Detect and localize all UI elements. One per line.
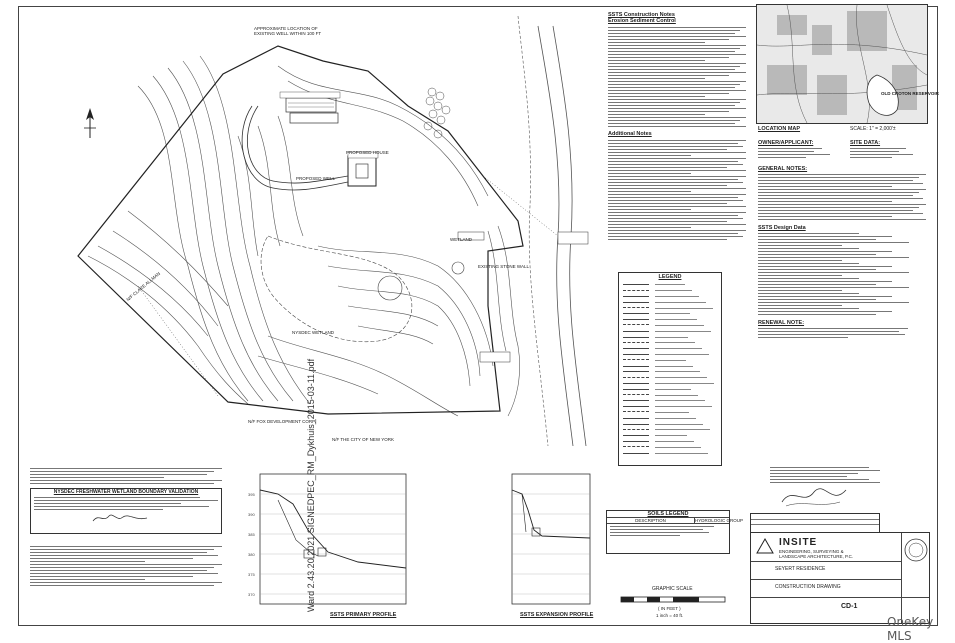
legend-symbol — [623, 441, 649, 442]
notes-title: SSTS Construction Notes — [608, 12, 675, 18]
legend-symbol — [623, 307, 649, 309]
legend-text — [655, 447, 701, 448]
legend-text — [655, 395, 698, 396]
fine-print-line — [608, 69, 735, 70]
soils-col-description: DESCRIPTION — [635, 518, 666, 523]
fine-print-line — [608, 66, 740, 67]
fine-print-line — [608, 27, 746, 28]
legend-symbol — [623, 424, 649, 425]
fine-print-line — [608, 173, 691, 174]
legend-text — [655, 302, 706, 303]
fine-print-line — [610, 535, 680, 536]
fine-print-line — [608, 164, 743, 165]
engineer-seal — [903, 537, 929, 563]
fine-print-line — [608, 158, 746, 159]
fine-print-line — [758, 239, 876, 240]
neighbor-label-south: N/F THE CITY OF NEW YORK — [332, 437, 395, 442]
expansion-profile-title: SSTS EXPANSION PROFILE — [520, 612, 594, 618]
fine-print-line — [608, 90, 746, 91]
legend-text — [655, 354, 709, 355]
fine-print-line — [758, 257, 909, 258]
fine-print-line — [758, 331, 899, 332]
legend-symbol — [623, 302, 649, 303]
fine-print-line — [758, 207, 919, 208]
fine-print-line — [30, 561, 145, 562]
fine-print-line — [608, 179, 738, 180]
fine-print-line — [758, 311, 892, 312]
legend-symbol — [623, 342, 649, 344]
location-map-area-label: OLD CROTON RESERVOIR — [881, 91, 939, 96]
fine-print-line — [608, 230, 746, 231]
fine-print-line — [758, 263, 859, 264]
fine-print-line — [608, 96, 705, 97]
legend-text — [655, 383, 714, 384]
proposed-well-label: PROPOSED WELL — [296, 176, 336, 181]
legend-symbol — [623, 435, 649, 436]
fine-print-line — [30, 480, 222, 481]
legend-text — [655, 441, 694, 442]
ssts-design-lines — [758, 233, 926, 317]
fine-print-line — [758, 213, 923, 214]
fine-print-line — [30, 582, 222, 583]
location-map — [756, 4, 939, 124]
fine-print-line — [608, 149, 727, 150]
fine-print-line — [34, 500, 218, 501]
signature — [91, 513, 151, 523]
fine-print-line — [608, 221, 727, 222]
owner-heading: OWNER/APPLICANT: — [758, 140, 814, 146]
fine-print-line — [758, 281, 892, 282]
graphic-scale-heading: GRAPHIC SCALE — [652, 586, 693, 592]
construction-notes — [608, 12, 746, 252]
fine-print-line — [608, 120, 740, 121]
fine-print-line — [758, 192, 919, 193]
fine-print-line — [770, 470, 880, 471]
fine-print-line — [770, 467, 869, 468]
fine-print-line — [608, 105, 735, 106]
fine-print-line — [34, 497, 200, 498]
fine-print-line — [608, 155, 691, 156]
wetland-note-bottom — [30, 546, 222, 588]
fine-print-line — [758, 210, 913, 211]
wetland-validation-heading: NYSDEC FRESHWATER WETLAND BOUNDARY VALIDATION — [53, 489, 199, 495]
legend-symbol — [623, 348, 649, 349]
fine-print-line — [608, 188, 746, 189]
fine-print-line — [758, 284, 876, 285]
fine-print-line — [758, 177, 919, 178]
fine-print-line — [608, 203, 727, 204]
legend-symbol — [623, 418, 649, 419]
legend-symbol — [623, 377, 649, 379]
notes-subtitle: Erosion Sediment Control — [608, 18, 676, 24]
fine-print-line — [608, 206, 746, 207]
fine-print-line — [758, 180, 913, 181]
title-block — [750, 532, 930, 624]
legend-symbol — [623, 383, 649, 384]
fine-print-line — [608, 117, 746, 118]
graphic-scale-bar — [620, 594, 730, 604]
legend-row — [623, 450, 717, 456]
neighbor-label-southwest: N/F FOX DEVELOPMENT CORP. — [248, 419, 316, 424]
fine-print-line — [608, 36, 746, 37]
wetland-label-small: WETLAND — [450, 237, 473, 242]
sheet-number: CD-1 — [841, 603, 858, 610]
fine-print-line — [30, 585, 214, 586]
fine-print-line — [608, 236, 743, 237]
fine-print-line — [608, 63, 746, 64]
legend-symbol — [623, 371, 649, 372]
fine-print-line — [758, 260, 842, 261]
fine-print-line — [758, 186, 892, 187]
graphic-scale-ratio: 1 inch = 40 ft. — [656, 613, 684, 618]
fine-print-line — [608, 233, 738, 234]
fine-print-line — [608, 87, 735, 88]
legend-text — [655, 435, 687, 436]
site-data-lines — [850, 148, 920, 160]
fine-print-line — [608, 146, 743, 147]
legend-text — [655, 331, 711, 332]
fine-print-line — [608, 93, 729, 94]
fine-print-line — [30, 564, 222, 565]
fine-print-line — [758, 337, 848, 338]
stone-wall-label: EXISTING STONE WALL — [478, 264, 530, 269]
fine-print-line — [608, 218, 743, 219]
fine-print-line — [608, 51, 735, 52]
fine-print-line — [758, 266, 892, 267]
soils-legend-heading: SOILS LEGEND — [647, 511, 689, 517]
fine-print-line — [34, 503, 181, 504]
fine-print-line — [758, 245, 842, 246]
fine-print-line — [850, 154, 913, 155]
proposed-house-label: PROPOSED HOUSE — [346, 150, 389, 155]
legend-text — [655, 360, 686, 361]
fine-print-line — [850, 151, 899, 152]
fine-print-line — [30, 471, 214, 472]
legend-symbol — [623, 366, 649, 367]
svg-text:395: 395 — [248, 492, 255, 497]
fine-print-line — [30, 573, 218, 574]
ssts-design-heading: SSTS Design Data — [758, 225, 806, 231]
onekey-watermark: OneKey MLS — [887, 615, 934, 643]
fine-print-line — [770, 473, 858, 474]
fine-print-line — [758, 248, 859, 249]
site-data-heading: SITE DATA: — [850, 140, 881, 146]
legend-text — [655, 290, 692, 291]
fine-print-line — [758, 334, 905, 335]
legend-text — [655, 337, 688, 338]
fine-print-line — [608, 102, 740, 103]
fine-print-line — [608, 152, 746, 153]
fine-print-line — [608, 212, 746, 213]
legend-text — [655, 313, 690, 314]
legend-symbol — [623, 284, 649, 285]
fine-print-line — [30, 474, 207, 475]
fine-print-line — [30, 552, 207, 553]
legend-box — [618, 272, 722, 466]
legend-text — [655, 348, 702, 349]
fine-print-line — [608, 167, 727, 168]
fine-print-line — [608, 123, 735, 124]
legend-symbol — [623, 337, 649, 338]
fine-print-line — [608, 48, 740, 49]
drawing-title: CONSTRUCTION DRAWING — [775, 584, 841, 590]
fine-print-line — [30, 567, 214, 568]
legend-text — [655, 319, 697, 320]
notes-lines-additional — [608, 140, 746, 240]
file-stamp: Ward 2.43.20.2021 SIGNEDPEC_RM_Dykhuis_2015-03-11.pdf — [306, 358, 316, 612]
owner-lines — [758, 148, 838, 160]
fine-print-line — [758, 314, 876, 315]
fine-print-line — [758, 216, 892, 217]
fine-print-line — [608, 161, 738, 162]
fine-print-line — [850, 148, 906, 149]
fine-print-line — [30, 468, 222, 469]
fine-print-line — [770, 479, 869, 480]
fine-print-line — [34, 509, 163, 510]
fine-print-line — [608, 54, 746, 55]
fine-print-line — [608, 75, 729, 76]
firm-logo-icon — [755, 537, 775, 555]
fine-print-line — [758, 242, 909, 243]
expansion-profile-graph — [508, 470, 593, 620]
legend-symbol — [623, 453, 649, 454]
location-map-scale: SCALE: 1" = 2,000'± — [850, 126, 896, 132]
fine-print-line — [30, 576, 193, 577]
firm-subtitle-2: LANDSCAPE ARCHITECTURE, P.C. — [779, 554, 854, 559]
renewal-heading: RENEWAL NOTE: — [758, 320, 805, 326]
legend-symbol — [623, 394, 649, 396]
wetland-validation-box — [30, 488, 222, 534]
legend-text — [655, 389, 691, 390]
svg-text:385: 385 — [248, 532, 255, 537]
fine-print-line — [608, 197, 738, 198]
fine-print-line — [758, 269, 876, 270]
fine-print-line — [608, 78, 705, 79]
fine-print-line — [610, 529, 703, 530]
fine-print-line — [758, 148, 822, 149]
fine-print-line — [758, 204, 926, 205]
fine-print-line — [608, 39, 729, 40]
legend-symbol — [623, 290, 649, 292]
fine-print-line — [608, 224, 746, 225]
fine-print-line — [608, 33, 735, 34]
fine-print-line — [850, 157, 892, 158]
fine-print-line — [758, 183, 923, 184]
location-map-graphic — [757, 5, 927, 123]
fine-print-line — [30, 549, 214, 550]
legend-text — [655, 400, 705, 401]
legend-text — [655, 366, 693, 367]
fine-print-line — [758, 154, 830, 155]
fine-print-line — [608, 42, 705, 43]
fine-print-line — [608, 239, 727, 240]
fine-print-line — [610, 532, 709, 533]
fine-print-line — [608, 126, 746, 127]
legend-symbol — [623, 354, 649, 355]
fine-print-line — [34, 506, 209, 507]
legend-symbol — [623, 411, 649, 413]
legend-text — [655, 429, 710, 430]
fine-print-line — [608, 111, 729, 112]
legend-rows — [619, 280, 721, 458]
notes-lines — [608, 27, 746, 127]
primary-profile-graph — [248, 470, 408, 620]
fine-print-line — [608, 114, 705, 115]
fine-print-line — [608, 30, 740, 31]
fine-print-line — [608, 57, 729, 58]
proposed-house-footprint — [348, 156, 376, 186]
fine-print-line — [608, 72, 746, 73]
legend-symbol — [623, 400, 649, 401]
fine-print-line — [758, 293, 859, 294]
fine-print-line — [758, 308, 859, 309]
legend-symbol — [623, 389, 649, 390]
fine-print-line — [608, 191, 691, 192]
fine-print-line — [608, 215, 738, 216]
additional-notes-title: Additional Notes — [608, 131, 652, 137]
legend-text — [655, 308, 713, 309]
legend-symbol — [623, 406, 649, 407]
fine-print-line — [758, 219, 926, 220]
legend-text — [655, 377, 707, 378]
legend-symbol — [623, 324, 649, 326]
svg-text:380: 380 — [248, 552, 255, 557]
project-name: SEYERT RESIDENCE — [775, 566, 826, 572]
fine-print-line — [758, 287, 909, 288]
fine-print-line — [758, 189, 926, 190]
legend-text — [655, 371, 700, 372]
fine-print-line — [758, 157, 806, 158]
legend-symbol — [623, 446, 649, 448]
fine-print-line — [608, 143, 738, 144]
fine-print-line — [608, 81, 746, 82]
fine-print-line — [608, 200, 743, 201]
svg-text:375: 375 — [248, 572, 255, 577]
soils-lines — [607, 524, 729, 540]
legend-symbol — [623, 331, 649, 332]
legend-text — [655, 342, 695, 343]
fine-print-line — [608, 185, 727, 186]
graphic-scale-unit: ( IN FEET ) — [658, 606, 681, 611]
fine-print-line — [758, 201, 892, 202]
fine-print-line — [758, 290, 842, 291]
fine-print-line — [758, 305, 842, 306]
fine-print-line — [608, 176, 746, 177]
revision-table — [750, 513, 880, 533]
wetland-validation-lines — [31, 495, 221, 514]
soils-legend-box — [606, 510, 744, 554]
fine-print-line — [608, 209, 691, 210]
legend-text — [655, 406, 712, 407]
fine-print-line — [758, 272, 909, 273]
legend-text — [655, 424, 703, 425]
svg-text:390: 390 — [248, 512, 255, 517]
legend-text — [655, 453, 708, 454]
fine-print-line — [758, 174, 926, 175]
legend-text — [655, 325, 704, 326]
neighbor-label-west: N/F CLARE ALLMAN — [125, 270, 162, 303]
fine-print-line — [608, 108, 746, 109]
fine-print-line — [608, 182, 743, 183]
firm-name: INSITE — [779, 537, 818, 548]
fine-print-line — [758, 151, 814, 152]
legend-symbol — [623, 296, 649, 297]
fine-print-line — [30, 570, 207, 571]
north-arrow — [84, 108, 96, 138]
fine-print-line — [608, 45, 746, 46]
wetland-label: NYSDEC WETLAND — [292, 330, 335, 335]
legend-heading: LEGEND — [658, 274, 682, 280]
property-boundary — [78, 46, 523, 414]
fine-print-line — [758, 251, 892, 252]
fine-print-line — [608, 99, 746, 100]
svg-text:370: 370 — [248, 592, 255, 597]
legend-text — [655, 412, 689, 413]
fine-print-line — [608, 140, 746, 141]
legend-symbol — [623, 359, 649, 361]
soils-col-group: HYDROLOGIC GROUP — [695, 518, 744, 523]
fine-print-line — [30, 483, 214, 484]
fine-print-line — [770, 476, 847, 477]
fine-print-line — [758, 302, 909, 303]
existing-well-note: APPROXIMATE LOCATION OF EXISTING WELL WITHIN 100 FT — [254, 26, 322, 36]
fine-print-line — [758, 236, 892, 237]
location-map-caption: LOCATION MAP — [758, 126, 801, 132]
firm-subtitle: ENGINEERING, SURVEYING & — [779, 549, 844, 554]
fine-print-line — [610, 526, 714, 527]
fine-print-line — [608, 170, 746, 171]
renewal-lines — [758, 328, 908, 340]
legend-text — [655, 284, 685, 285]
fine-print-line — [758, 254, 876, 255]
fine-print-line — [758, 299, 876, 300]
fine-print-line — [758, 278, 859, 279]
fine-print-line — [758, 296, 892, 297]
fine-print-line — [608, 84, 740, 85]
fine-print-line — [758, 275, 842, 276]
pe-seal-stamp — [780, 482, 850, 510]
legend-symbol — [623, 313, 649, 314]
fine-print-line — [608, 60, 705, 61]
fine-print-line — [30, 477, 164, 478]
wetland-note-top — [30, 468, 222, 486]
general-notes-heading: GENERAL NOTES: — [758, 166, 808, 172]
legend-symbol — [623, 319, 649, 320]
primary-profile-title: SSTS PRIMARY PROFILE — [330, 612, 397, 618]
legend-text — [655, 296, 699, 297]
fine-print-line — [758, 233, 859, 234]
fine-print-line — [30, 546, 222, 547]
fine-print-line — [758, 328, 908, 329]
fine-print-line — [30, 558, 193, 559]
fine-print-line — [608, 194, 746, 195]
fine-print-line — [608, 227, 691, 228]
fine-print-line — [758, 198, 923, 199]
legend-symbol — [623, 429, 649, 431]
fine-print-line — [30, 555, 218, 556]
fine-print-line — [758, 195, 913, 196]
legend-text — [655, 418, 696, 419]
fine-print-line — [30, 579, 145, 580]
general-notes-lines — [758, 174, 926, 222]
